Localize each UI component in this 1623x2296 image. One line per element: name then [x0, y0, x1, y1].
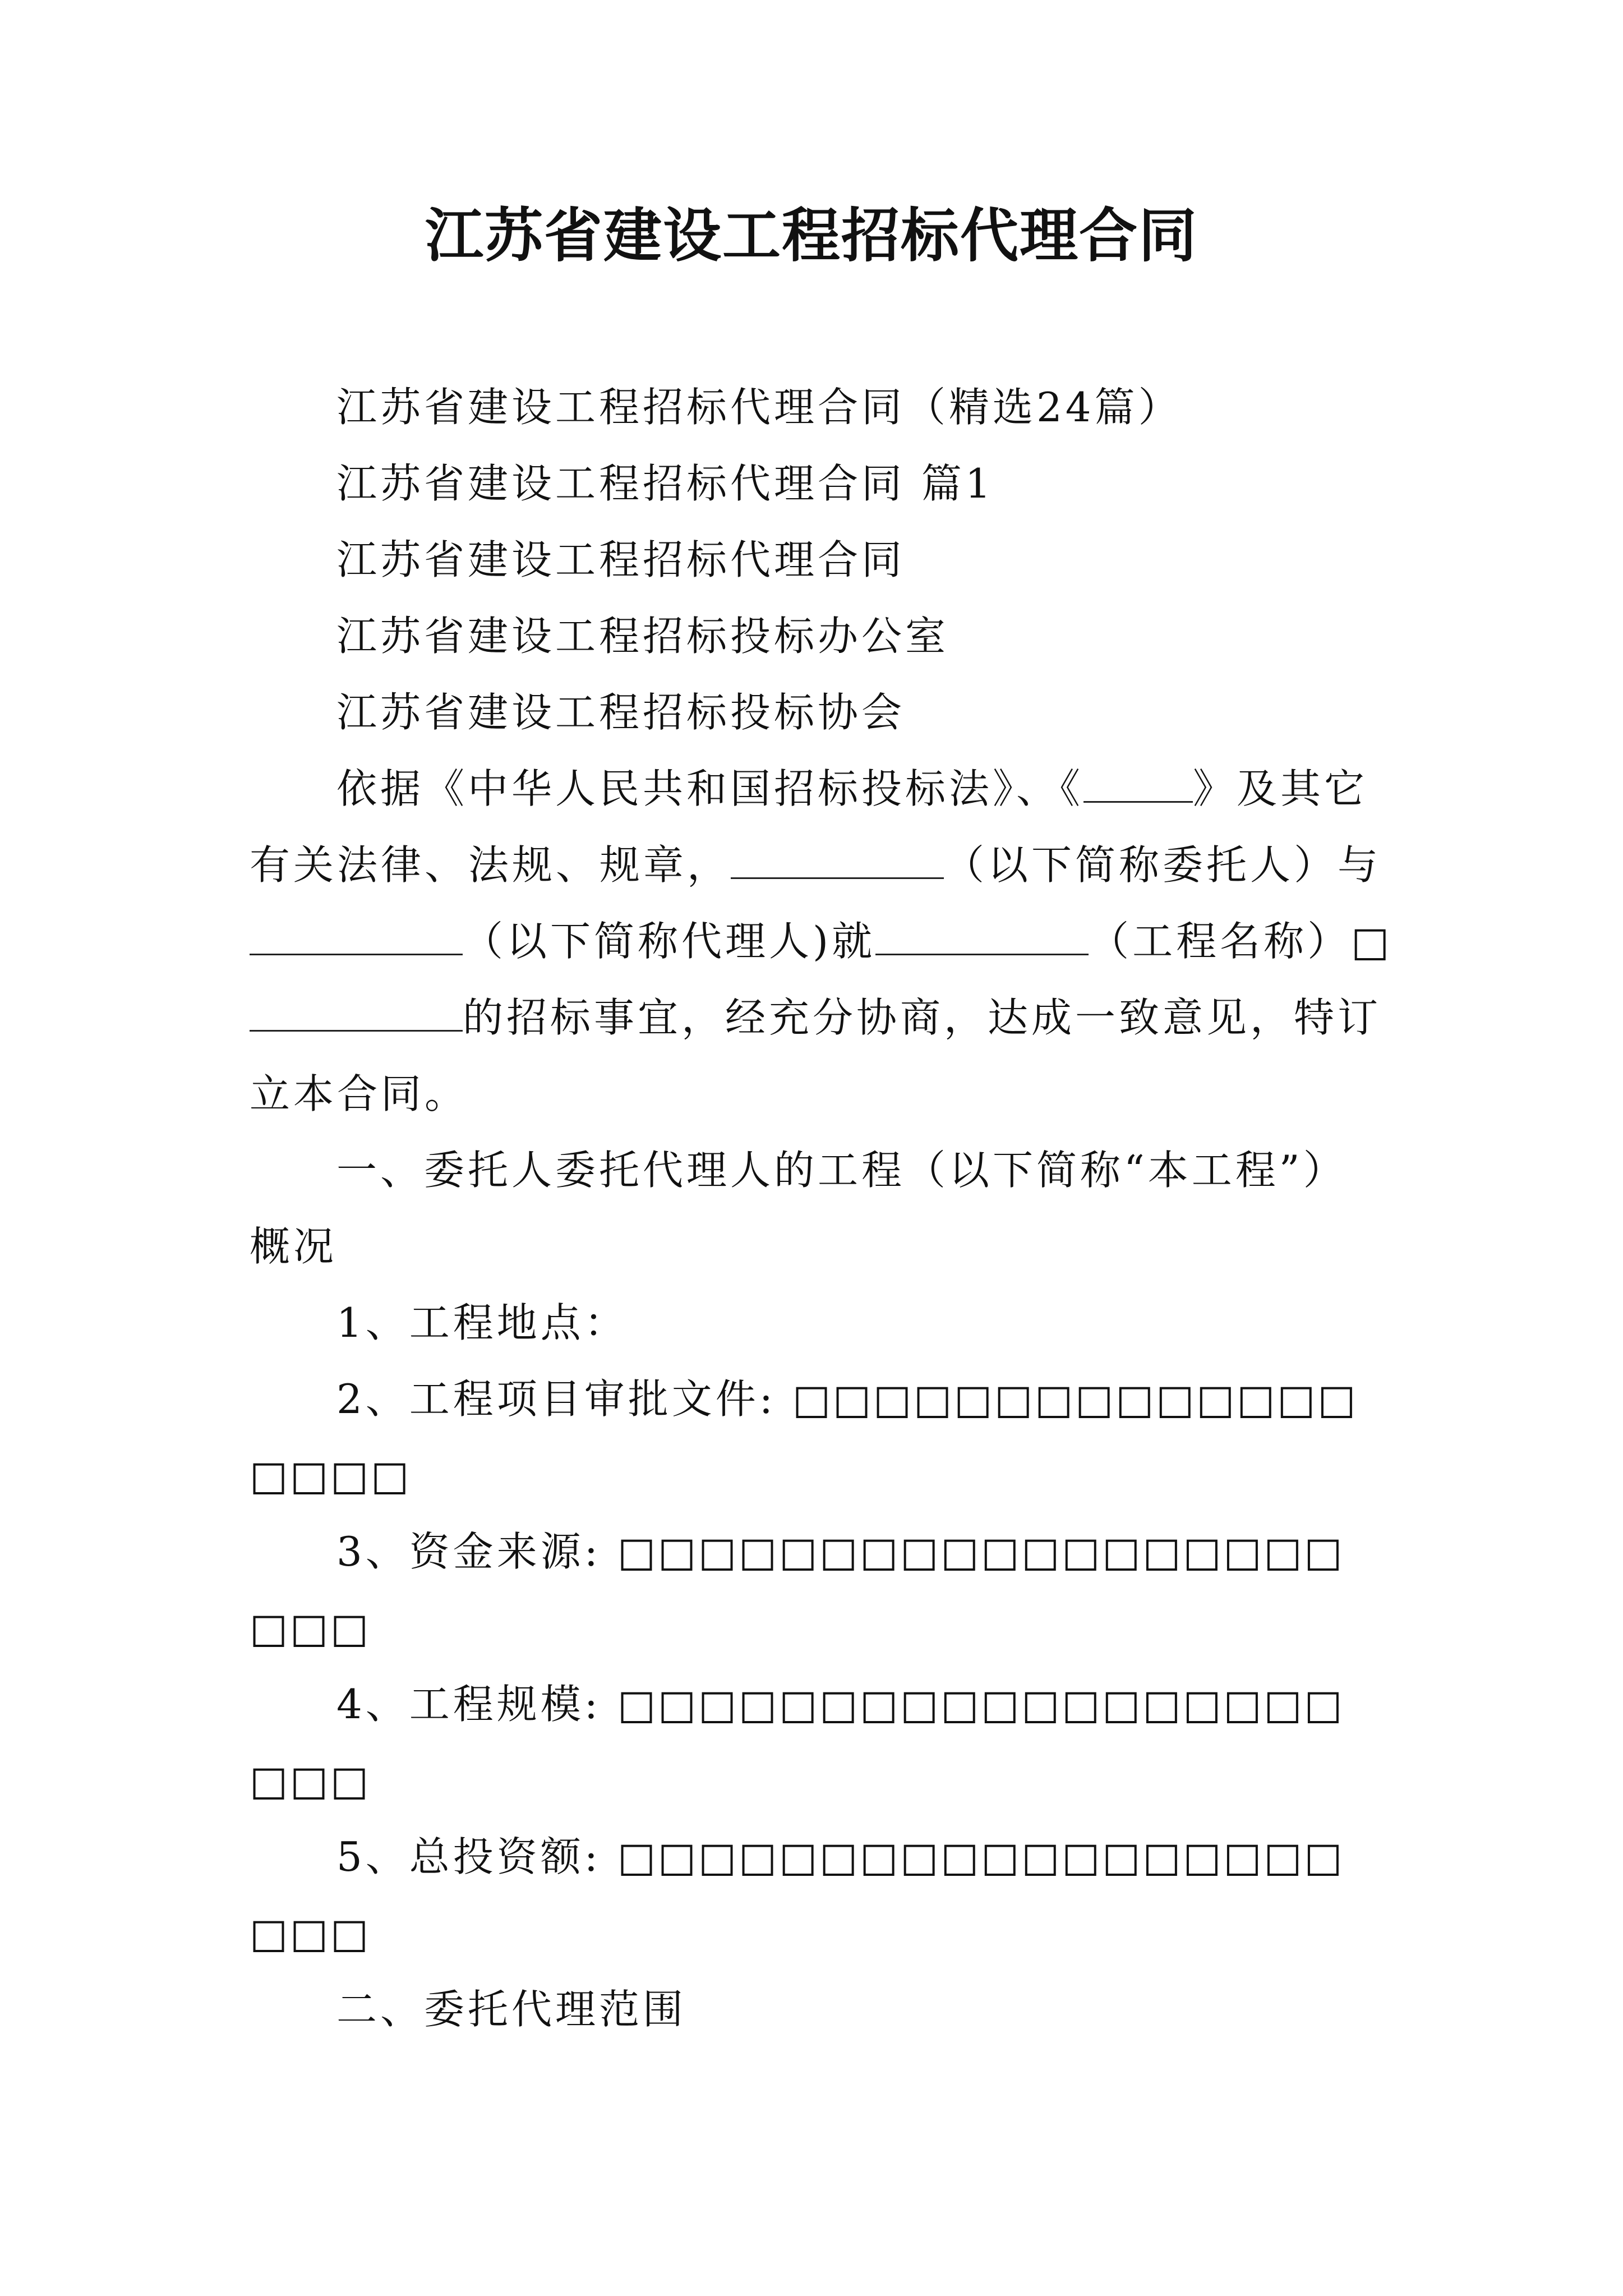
blank-project-name — [875, 919, 1089, 955]
section-1-heading: 一、委托人委托代理人的工程（以下简称“本工程”） — [336, 1147, 1347, 1194]
item-approval-documents — [250, 1361, 1377, 1437]
blank-project-detail — [250, 995, 463, 1032]
placeholder-boxes: □□□□□□□□□□□□□□□□□□ — [617, 1681, 1345, 1728]
item-label: 2、工程项目审批文件: — [336, 1375, 777, 1423]
item-label: 3、资金来源: — [336, 1528, 602, 1575]
preamble-text: 依据《中华人民共和国招标投标法》、《 — [336, 765, 1084, 812]
item-label: 5、总投资额: — [336, 1833, 602, 1880]
preamble-text: 有关法律、法规、规章， — [250, 841, 731, 889]
placeholder-boxes: □□□□□□□□□□□□□□□□□□ — [617, 1833, 1345, 1880]
section-1-heading-cont: 概况 — [250, 1223, 338, 1270]
preamble-text: （以下简称委托人）与 — [944, 841, 1382, 889]
preamble-text: （工程名称）□ — [1089, 918, 1393, 965]
header-line-2: 江苏省建设工程招标代理合同 篇1 — [336, 460, 994, 507]
placeholder-boxes: □□□□ — [250, 1452, 412, 1499]
placeholder-boxes: □□□□□□□□□□□□□□□□□□ — [617, 1528, 1345, 1575]
preamble-line-4 — [250, 979, 1382, 1056]
placeholder-boxes: □□□ — [250, 1757, 371, 1804]
preamble-line-5: 立本合同。 — [250, 1070, 469, 1117]
header-line-4: 江苏省建设工程招标投标办公室 — [336, 613, 949, 660]
document-title: 江苏省建设工程招标代理合同 — [425, 201, 1198, 270]
header-line-3: 江苏省建设工程招标代理合同 — [336, 536, 906, 583]
header-line-5: 江苏省建设工程招标投标协会 — [336, 689, 906, 736]
item-label: 4、工程规模: — [336, 1681, 602, 1728]
section-2-heading: 二、委托代理范围 — [336, 1986, 687, 2033]
item-total-investment — [250, 1819, 1377, 1895]
blank-principal — [731, 843, 944, 879]
preamble-line-3 — [250, 903, 1393, 979]
placeholder-boxes: □□□ — [250, 1910, 371, 1957]
blank-law-name — [1083, 766, 1193, 803]
item-project-location: 1、工程地点： — [336, 1299, 628, 1346]
preamble-text: 》及其它 — [1193, 765, 1368, 812]
item-project-scale — [250, 1666, 1377, 1742]
preamble-line-2 — [250, 827, 1382, 903]
document-body — [250, 369, 1393, 2047]
preamble-line-1 — [250, 751, 1377, 827]
preamble-text: （以下简称代理人)就 — [463, 918, 876, 965]
preamble-text: 的招标事宜，经充分协商，达成一致意见，特订 — [463, 994, 1382, 1041]
item-funding-source — [250, 1513, 1377, 1590]
header-line-1: 江苏省建设工程招标代理合同（精选24篇） — [336, 384, 1182, 431]
placeholder-boxes: □□□ — [250, 1604, 371, 1651]
blank-agent — [250, 919, 463, 955]
placeholder-boxes: □□□□□□□□□□□□□□ — [792, 1375, 1358, 1423]
